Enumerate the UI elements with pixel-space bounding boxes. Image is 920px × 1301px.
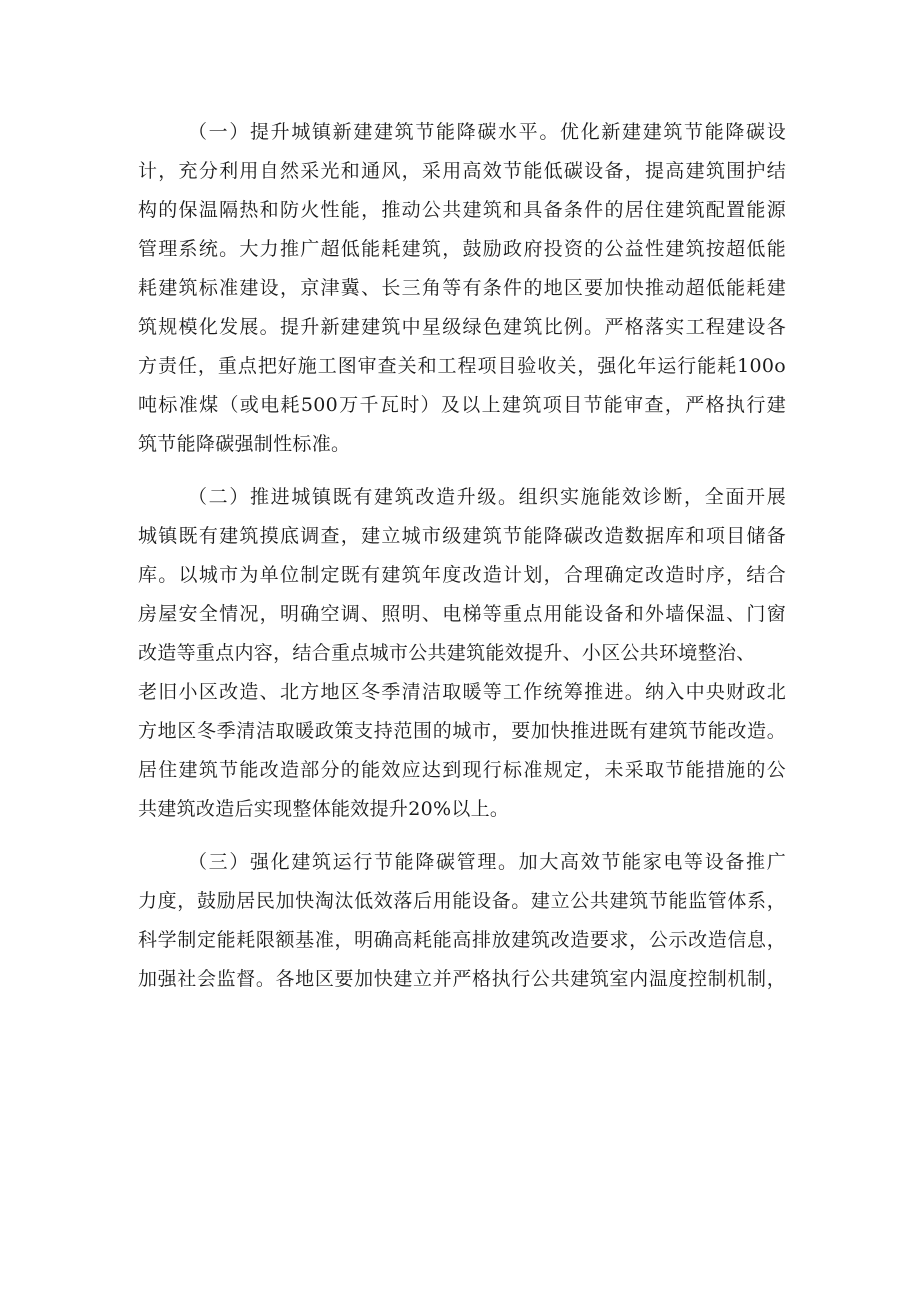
text-line: 库。以城市为单位制定既有建筑年度改造计划，合理确定改造时序，结合	[138, 564, 786, 586]
text-line: 筑规模化发展。提升新建建筑中星级绿色建筑比例。严格落实工程建设各	[138, 316, 786, 338]
text-line: 共建筑改造后实现整体能效提升20%以上。	[138, 798, 510, 820]
paragraph-2	[138, 478, 786, 829]
text-line: 方地区冬季清洁取暖政策支持范围的城市，要加快推进既有建筑节能改造。	[138, 720, 786, 742]
text-line: 改造等重点内容，结合重点城市公共建筑能效提升、小区公共环境整治、	[138, 642, 756, 664]
text-line: 耗建筑标准建设，京津冀、长三角等有条件的地区要加快推动超低能耗建	[138, 277, 786, 299]
paragraph-3	[138, 843, 786, 999]
document-body	[138, 113, 786, 1013]
text-line: 吨标准煤（或电耗500万千瓦时）及以上建筑项目节能审查，严格执行建	[138, 394, 786, 416]
text-line: 科学制定能耗限额基准，明确高耗能高排放建筑改造要求，公示改造信息，	[138, 929, 786, 951]
paragraph-1	[138, 113, 786, 464]
text-line: （二）推进城镇既有建筑改造升级。组织实施能效诊断，全面开展	[188, 486, 786, 508]
text-line: 计，充分利用自然采光和通风，采用高效节能低碳设备，提高建筑围护结	[138, 160, 786, 182]
text-line: 城镇既有建筑摸底调查，建立城市级建筑节能降碳改造数据库和项目储备	[138, 525, 786, 547]
text-line: 居住建筑节能改造部分的能效应达到现行标准规定，未采取节能措施的公	[138, 759, 786, 781]
text-line: 管理系统。大力推广超低能耗建筑，鼓励政府投资的公益性建筑按超低能	[138, 238, 786, 260]
text-line: 筑节能降碳强制性标准。	[138, 433, 351, 455]
text-line: （三）强化建筑运行节能降碳管理。加大高效节能家电等设备推广	[188, 851, 786, 873]
text-line: 构的保温隔热和防火性能，推动公共建筑和具备条件的居住建筑配置能源	[138, 199, 786, 221]
text-line: 加强社会监督。各地区要加快建立并严格执行公共建筑室内温度控制机制，	[138, 968, 786, 990]
text-line: 力度，鼓励居民加快淘汰低效落后用能设备。建立公共建筑节能监管体系，	[138, 890, 786, 912]
text-line: （一）提升城镇新建建筑节能降碳水平。优化新建建筑节能降碳设	[188, 121, 786, 143]
text-line: 方责任，重点把好施工图审查关和工程项目验收关，强化年运行能耗100o	[138, 355, 786, 377]
text-line: 老旧小区改造、北方地区冬季清洁取暖等工作统筹推进。纳入中央财政北	[138, 681, 786, 703]
text-line: 房屋安全情况，明确空调、照明、电梯等重点用能设备和外墙保温、门窗	[138, 603, 786, 625]
